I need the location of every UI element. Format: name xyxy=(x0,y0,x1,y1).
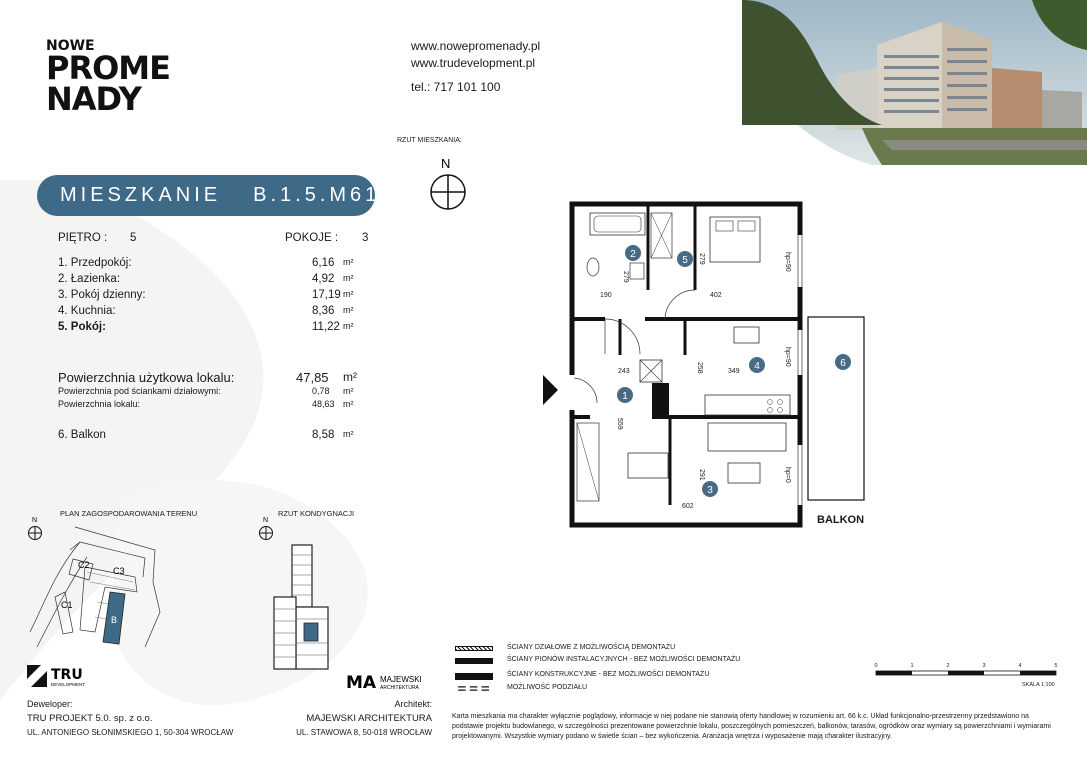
balcony-value: 8,58 xyxy=(312,429,335,441)
room-name: 5. Pokój: xyxy=(58,321,106,333)
legend-structural-swatch xyxy=(455,673,493,680)
room-area: 6,16 xyxy=(312,257,335,269)
dim-402: 402 xyxy=(710,292,722,299)
rooms-count-label: POKOJE : xyxy=(285,232,339,244)
room-unit: m² xyxy=(343,321,354,331)
room-number-5: 5 xyxy=(682,255,688,266)
scale-bar xyxy=(874,662,1064,682)
room-number-3: 3 xyxy=(707,485,713,496)
room-area: 17,19 xyxy=(312,289,341,301)
room-row xyxy=(58,289,358,305)
websites xyxy=(411,38,540,72)
site-building-c2: C2 xyxy=(78,560,90,570)
building-photo xyxy=(742,0,1087,165)
developer-address: UL. ANTONIEGO SŁONIMSKIEGO 1, 50-304 WROCŁAW xyxy=(27,728,234,737)
room-area: 8,36 xyxy=(312,305,335,317)
unit-area-unit: m² xyxy=(343,399,354,409)
under-walls-value: 0,78 xyxy=(312,386,330,396)
scale-tick-5: 5 xyxy=(1054,663,1058,669)
architect-logo xyxy=(346,672,436,692)
apartment-plan-label: RZUT MIESZKANIA: xyxy=(397,137,462,144)
room-area: 11,22 xyxy=(312,321,340,333)
room-row xyxy=(58,321,358,337)
website-1[interactable]: www.nowepromenady.pl xyxy=(411,39,541,53)
developer-logo-text: TRU xyxy=(51,667,83,683)
dim-602: 602 xyxy=(682,503,694,510)
usable-area-row xyxy=(58,370,358,386)
legend-text: ŚCIANY KONSTRUKCYJNE - BEZ MOŻLIWOŚCI DEMONTAŻU xyxy=(507,671,710,678)
phone[interactable]: tel.: 717 101 100 xyxy=(411,80,501,94)
room-number-6: 6 xyxy=(840,358,846,369)
floor-label: PIĘTRO : xyxy=(58,232,108,244)
legend-dashed-swatch xyxy=(455,686,493,691)
balcony-plan-label: BALKON xyxy=(817,514,865,526)
entrance-arrow-icon xyxy=(543,375,558,405)
legend-solid-swatch xyxy=(455,658,493,664)
dim-349: 349 xyxy=(728,368,740,375)
room-unit: m² xyxy=(343,257,354,267)
scale-label: SKALA 1:100 xyxy=(1022,682,1055,688)
brand-line-2: PROME xyxy=(46,49,170,88)
title-label: MIESZKANIE xyxy=(60,184,222,206)
room-row xyxy=(58,257,358,273)
room-unit: m² xyxy=(343,289,354,299)
dim-291: 291 xyxy=(698,469,705,481)
room-name: 3. Pokój dzienny: xyxy=(58,289,146,301)
floor-north-icon xyxy=(257,514,277,542)
legend-text: ŚCIANY DZIAŁOWE Z MOŻLIWOŚCIĄ DEMONTAŻU xyxy=(507,644,676,651)
room-area: 4,92 xyxy=(312,273,335,285)
dim-279b: 279 xyxy=(698,253,705,265)
dim-279a: 279 xyxy=(622,271,629,283)
scale-tick-3: 3 xyxy=(982,663,986,669)
room-name: 4. Kuchnia: xyxy=(58,305,116,317)
north-compass-icon xyxy=(428,154,472,214)
floor-plan-label: RZUT KONDYGNACJI xyxy=(278,509,355,518)
unit-area-label: Powierzchnia lokalu: xyxy=(58,399,141,409)
floor-value: 5 xyxy=(130,232,137,244)
developer-name: TRU PROJEKT 5.0. sp. z o.o. xyxy=(27,713,153,724)
balcony-area xyxy=(808,317,864,500)
legend-text: ŚCIANY PIONÓW INSTALACYJNYCH - BEZ MOŻLIWOŚCI DEMONTAŻU xyxy=(507,656,741,663)
legend-text: MOŻLIWOŚĆ PODZIAŁU xyxy=(507,684,588,691)
disclaimer-text: Karta mieszkania ma charakter wyłącznie poglądowy, informacje w niej podane nie stanowią oferty handlowej w rozumieniu art. 66 k.c. Układ funkcjonalno-przestrzenny przedstawiono na podstawie projektu budowlanego, w szczególności prezentowane powierzchnie lokalu, poszczególnych pomieszczeń, balkonów, tarasów, ogródków oraz wymiary są powierzchniami i wymiarami projektowanymi. Wszystkie wymiary podano w świetle ścian – bez wykończenia. Aranżacja wnętrza i wyposażenie mają charakter ilustracyjny. xyxy=(452,713,1051,740)
dim-243: 243 xyxy=(618,368,630,375)
usable-area-label: Powierzchnia użytkowa lokalu: xyxy=(58,370,235,385)
site-building-b: B xyxy=(111,615,118,625)
legend-hatched-swatch xyxy=(455,646,493,651)
rooms-count-value: 3 xyxy=(362,232,369,244)
website-2[interactable]: www.trudevelopment.pl xyxy=(411,56,536,70)
room-row xyxy=(58,305,358,321)
architect-name: MAJEWSKI ARCHITEKTURA xyxy=(306,713,432,724)
architect-logo-mark: MA xyxy=(346,673,377,692)
brand-logo xyxy=(46,38,170,118)
unit-area-row xyxy=(58,399,358,415)
unit-area-value: 48,63 xyxy=(312,399,335,409)
room-name: 1. Przedpokój: xyxy=(58,257,132,269)
room-number-2: 2 xyxy=(630,249,636,260)
apartment-title xyxy=(37,175,381,216)
brand-line-1: NOWE xyxy=(46,38,95,54)
room-number-4: 4 xyxy=(754,361,760,372)
scale-tick-1: 1 xyxy=(910,663,914,669)
site-building-c1: C1 xyxy=(61,600,73,610)
room-unit: m² xyxy=(343,273,354,283)
balcony-unit: m² xyxy=(343,429,354,439)
title-code: B.1.5.M61 xyxy=(253,184,381,206)
dim-hp90b: hp=90 xyxy=(784,347,791,367)
architect-logo-word: MAJEWSKI xyxy=(380,675,422,684)
developer-logo-sub: DEVELOPMENT xyxy=(51,682,86,687)
architect-label: Architekt: xyxy=(394,699,432,709)
apartment-floor-plan xyxy=(530,195,875,535)
brand-line-3: NADY xyxy=(46,79,141,118)
developer-label: Deweloper: xyxy=(27,699,73,709)
room-row xyxy=(58,273,358,289)
architect-logo-sub: ARCHITEKTURA xyxy=(380,685,419,691)
site-building-c3: C3 xyxy=(113,566,125,576)
dim-559: 559 xyxy=(616,418,623,430)
scale-tick-4: 4 xyxy=(1018,663,1022,669)
room-number-1: 1 xyxy=(622,391,628,402)
usable-area-unit: m² xyxy=(343,370,357,384)
compass-north-letter: N xyxy=(441,156,451,171)
site-plan-label: PLAN ZAGOSPODAROWANIA TERENU xyxy=(60,509,198,518)
room-name: 2. Łazienka: xyxy=(58,273,121,285)
under-walls-label: Powierzchnia pod ściankami działowymi: xyxy=(58,386,221,396)
dim-190: 190 xyxy=(600,292,612,299)
balcony-label: 6. Balkon xyxy=(58,429,106,441)
site-north-letter: N xyxy=(32,517,38,524)
floor-plan-thumbnail xyxy=(270,543,330,673)
site-plan-map xyxy=(25,522,175,652)
dim-hp0: hp=0 xyxy=(784,467,791,483)
balcony-row xyxy=(58,429,358,445)
dim-hp90a: hp=90 xyxy=(784,252,791,272)
developer-logo xyxy=(27,665,107,689)
floor-north-letter: N xyxy=(263,517,269,524)
room-unit: m² xyxy=(343,305,354,315)
under-walls-unit: m² xyxy=(343,386,354,396)
architect-address: UL. STAWOWA 8, 50-018 WROCŁAW xyxy=(296,728,432,737)
scale-tick-0: 0 xyxy=(874,663,878,669)
scale-tick-2: 2 xyxy=(946,663,950,669)
dim-258: 258 xyxy=(696,362,703,374)
usable-area-value: 47,85 xyxy=(296,370,329,385)
